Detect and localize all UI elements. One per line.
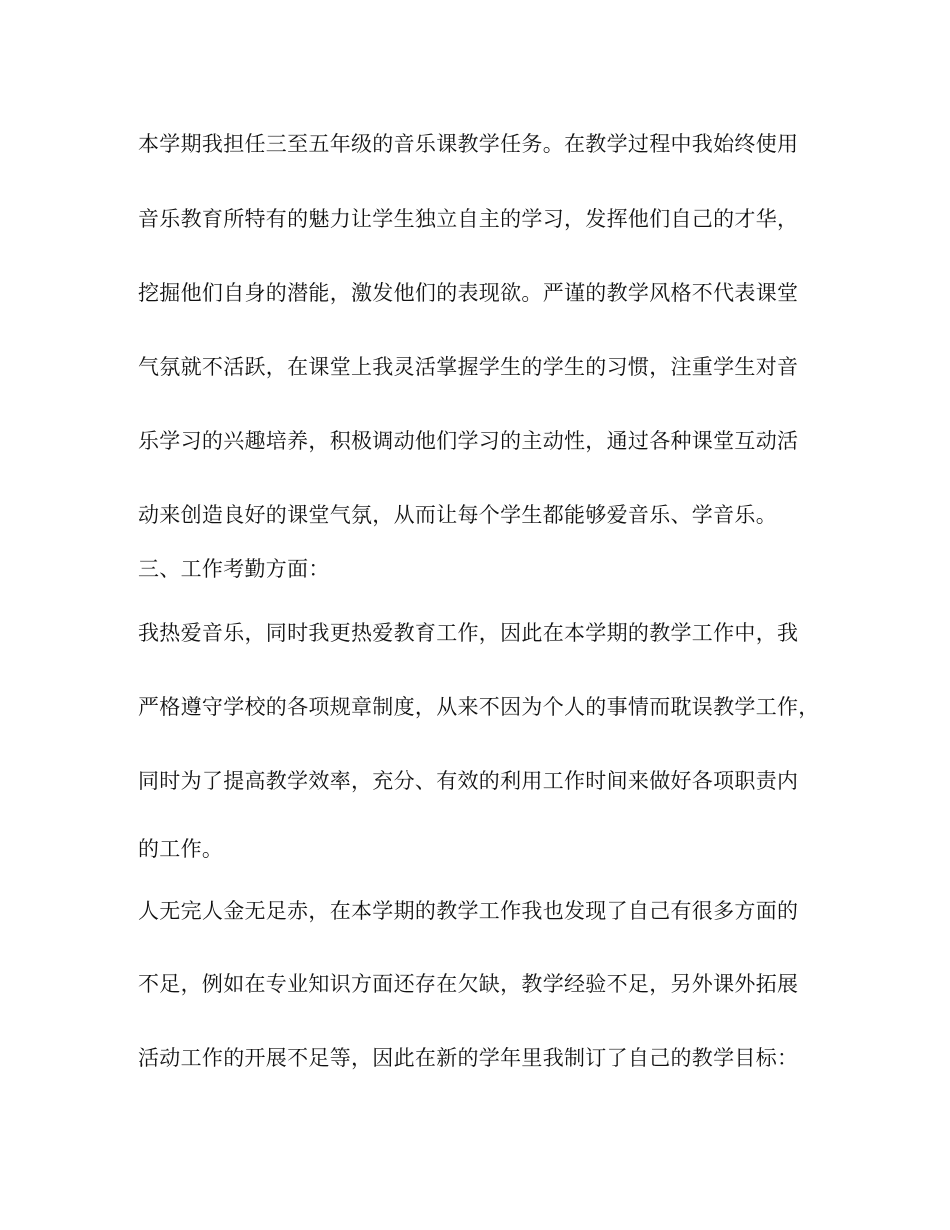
paragraph-line: 严格遵守学校的各项规章制度，从来不因为个人的事情而耽误教学工作， bbox=[138, 695, 820, 719]
paragraph-line: 动来创造良好的课堂气氛，从而让每个学生都能够爱音乐、学音乐。 bbox=[138, 503, 777, 527]
paragraph-line: 乐学习的兴趣培养，积极调动他们学习的主动性，通过各种课堂互动活 bbox=[138, 429, 799, 453]
section-heading: 三、工作考勤方面： bbox=[138, 557, 330, 581]
paragraph-line: 挖掘他们自身的潜能，激发他们的表现欲。严谨的教学风格不代表课堂 bbox=[138, 281, 799, 305]
paragraph-line: 气氛就不活跃，在课堂上我灵活掌握学生的学生的习惯，注重学生对音 bbox=[138, 355, 799, 379]
paragraph-line: 我热爱音乐，同时我更热爱教育工作，因此在本学期的教学工作中，我 bbox=[138, 621, 799, 645]
paragraph-line: 不足，例如在专业知识方面还存在欠缺，教学经验不足，另外课外拓展 bbox=[138, 972, 799, 996]
paragraph-line: 活动工作的开展不足等，因此在新的学年里我制订了自己的教学目标： bbox=[138, 1046, 799, 1070]
paragraph-line: 本学期我担任三至五年级的音乐课教学任务。在教学过程中我始终使用 bbox=[138, 132, 799, 156]
paragraph-line: 音乐教育所特有的魅力让学生独立自主的学习，发挥他们自己的才华， bbox=[138, 207, 799, 231]
paragraph-line: 人无完人金无足赤，在本学期的教学工作我也发现了自己有很多方面的 bbox=[138, 899, 799, 923]
paragraph-line: 同时为了提高教学效率，充分、有效的利用工作时间来做好各项职责内 bbox=[138, 769, 799, 793]
paragraph-line: 的工作。 bbox=[138, 837, 224, 861]
